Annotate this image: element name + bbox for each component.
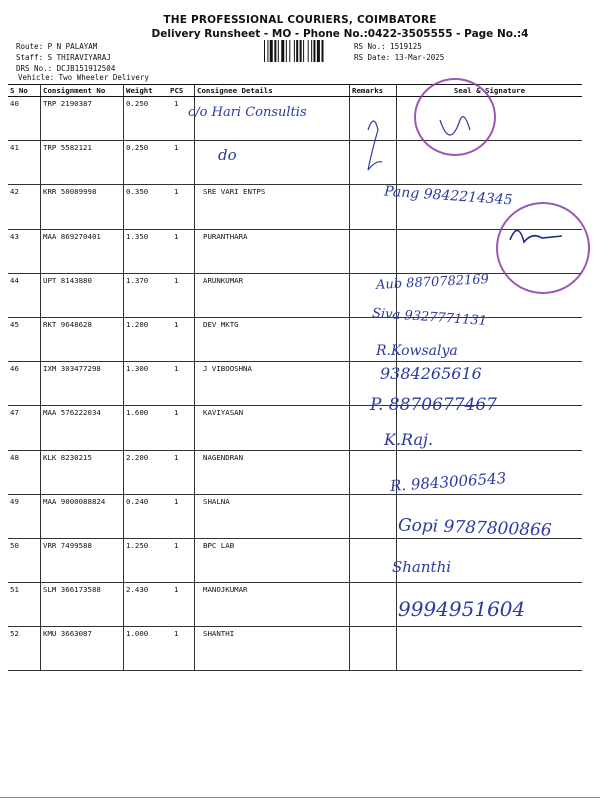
col-weight: Weight xyxy=(124,85,169,97)
col-sno: S No xyxy=(8,85,41,97)
page-subtitle: Delivery Runsheet - MO - Phone No.:0422-3505555 - Page No.:4 xyxy=(151,28,529,40)
col-consignment: Consignment No xyxy=(41,85,124,97)
row-consignment-no: KMU 3663087 xyxy=(41,627,124,671)
row-consignment-no: MAA 9000088824 xyxy=(41,494,124,538)
rs-number: RS No.: 1519125 xyxy=(354,42,422,51)
row-sno: 47 xyxy=(8,406,41,450)
row-pcs: 1 xyxy=(168,141,195,185)
row-weight: 1.200 xyxy=(124,317,169,361)
signature-48: K.Raj. xyxy=(384,430,434,449)
row-weight: 1.600 xyxy=(124,406,169,450)
page-bottom-rule xyxy=(0,797,600,798)
row-pcs: 1 xyxy=(168,627,195,671)
row-weight: 2.430 xyxy=(124,583,169,627)
row-pcs: 1 xyxy=(168,362,195,406)
row-consignee: BPC LAB xyxy=(195,538,350,582)
row-pcs: 1 xyxy=(168,317,195,361)
row-sno: 44 xyxy=(8,273,41,317)
row-consignee: MANOJKUMAR xyxy=(195,583,350,627)
row-weight: 0.250 xyxy=(124,141,169,185)
courier-seal-stamp-2 xyxy=(496,202,590,294)
row-consignee: J VIBOOSHNA xyxy=(195,362,350,406)
signature-45: Siva 9327771131 xyxy=(371,306,488,329)
table-row xyxy=(8,273,582,317)
table-row xyxy=(8,627,582,671)
row-pcs: 1 xyxy=(168,406,195,450)
row-weight: 0.240 xyxy=(124,494,169,538)
barcode xyxy=(264,40,348,62)
row-consignee: PURANTHARA xyxy=(195,229,350,273)
courier-seal-stamp xyxy=(414,78,496,156)
row-consignee: SRE VARI ENTPS xyxy=(195,185,350,229)
row-consignment-no: KRR 50089998 xyxy=(41,185,124,229)
row-consignee: SHALNA xyxy=(195,494,350,538)
signature-47: P. 8870677467 xyxy=(370,395,497,415)
row-remarks xyxy=(350,538,397,582)
row-pcs: 1 xyxy=(168,450,195,494)
row-pcs: 1 xyxy=(168,273,195,317)
table-row xyxy=(8,317,582,361)
rs-date: RS Date: 13-Mar-2025 xyxy=(354,53,445,62)
rs-info xyxy=(354,41,444,63)
row-remarks xyxy=(350,583,397,627)
signature-50: Gopi 9787800866 xyxy=(397,515,553,541)
row-consignment-no: SLM 366173588 xyxy=(41,583,124,627)
row-weight: 0.350 xyxy=(124,185,169,229)
row-consignment-no: MAA 576222034 xyxy=(41,406,124,450)
row-pcs: 1 xyxy=(168,583,195,627)
row-weight: 1.350 xyxy=(124,229,169,273)
row-sno: 41 xyxy=(8,141,41,185)
row-sno: 50 xyxy=(8,538,41,582)
row-weight: 1.300 xyxy=(124,362,169,406)
signature-42: Pang 9842214345 xyxy=(383,183,514,209)
row-consignment-no: IXM 303477298 xyxy=(41,362,124,406)
route-info xyxy=(16,41,115,74)
vehicle-label: Vehicle: Two Wheeler Delivery xyxy=(18,73,149,82)
row-sno: 49 xyxy=(8,494,41,538)
staff-label: Staff: S THIRAVIYARAJ xyxy=(16,53,111,62)
signature-52: 9994951604 xyxy=(398,597,526,621)
row-sno: 45 xyxy=(8,317,41,361)
row-consignee: ARUNKUMAR xyxy=(195,273,350,317)
row-weight: 1.250 xyxy=(124,538,169,582)
page-title: THE PROFESSIONAL COURIERS, COIMBATORE xyxy=(163,14,437,26)
drs-label: DRS No.: DCJB151912504 xyxy=(16,64,116,73)
row-weight: 2.200 xyxy=(124,450,169,494)
signature-44: Aub 8870782169 xyxy=(375,272,490,293)
row-pcs: 1 xyxy=(168,185,195,229)
signature-49: R. 9843006543 xyxy=(389,468,507,496)
row-consignee: NAGENDRAN xyxy=(195,450,350,494)
row-sno: 46 xyxy=(8,362,41,406)
handwritten-consignee-40: c/o Hari Consultis xyxy=(188,105,307,120)
row-sno: 43 xyxy=(8,229,41,273)
row-pcs: 1 xyxy=(168,494,195,538)
row-consignment-no: VRR 7499588 xyxy=(41,538,124,582)
row-pcs: 1 xyxy=(168,97,195,141)
row-consignee: SHANTHI xyxy=(195,627,350,671)
row-weight: 0.250 xyxy=(124,97,169,141)
row-weight: 1.370 xyxy=(124,273,169,317)
row-sno: 40 xyxy=(8,97,41,141)
route-label: Route: P N PALAYAM xyxy=(16,42,98,51)
row-consignee: KAVIYASAN xyxy=(195,406,350,450)
row-pcs: 1 xyxy=(168,229,195,273)
col-signature: Seal & Signature xyxy=(397,85,583,97)
col-pcs: PCS xyxy=(168,85,195,97)
row-consignee: DEV MKTG xyxy=(195,317,350,361)
table-row xyxy=(8,538,582,582)
row-consignment-no: UPT 8143880 xyxy=(41,273,124,317)
row-sno: 51 xyxy=(8,583,41,627)
table-header-row xyxy=(8,85,582,97)
row-remarks xyxy=(350,627,397,671)
signature-46: R.Kowsalya xyxy=(376,343,458,359)
col-remarks: Remarks xyxy=(350,85,397,97)
row-weight: 1.000 xyxy=(124,627,169,671)
row-remarks xyxy=(350,494,397,538)
row-pcs: 1 xyxy=(168,538,195,582)
row-sno: 52 xyxy=(8,627,41,671)
row-consignment-no: RKT 9648628 xyxy=(41,317,124,361)
row-consignment-no: TRP 5582121 xyxy=(41,141,124,185)
row-sno: 48 xyxy=(8,450,41,494)
signature-51: Shanthi xyxy=(392,558,452,576)
handwritten-consignee-41: do xyxy=(218,146,237,164)
col-consignee: Consignee Details xyxy=(195,85,350,97)
row-consignment-no: TRP 2190387 xyxy=(41,97,124,141)
row-signature-box xyxy=(397,627,583,671)
row-consignment-no: KLK 8230215 xyxy=(41,450,124,494)
row-consignment-no: MAA 869270401 xyxy=(41,229,124,273)
signature-46-phone: 9384265616 xyxy=(380,364,482,383)
row-sno: 42 xyxy=(8,185,41,229)
